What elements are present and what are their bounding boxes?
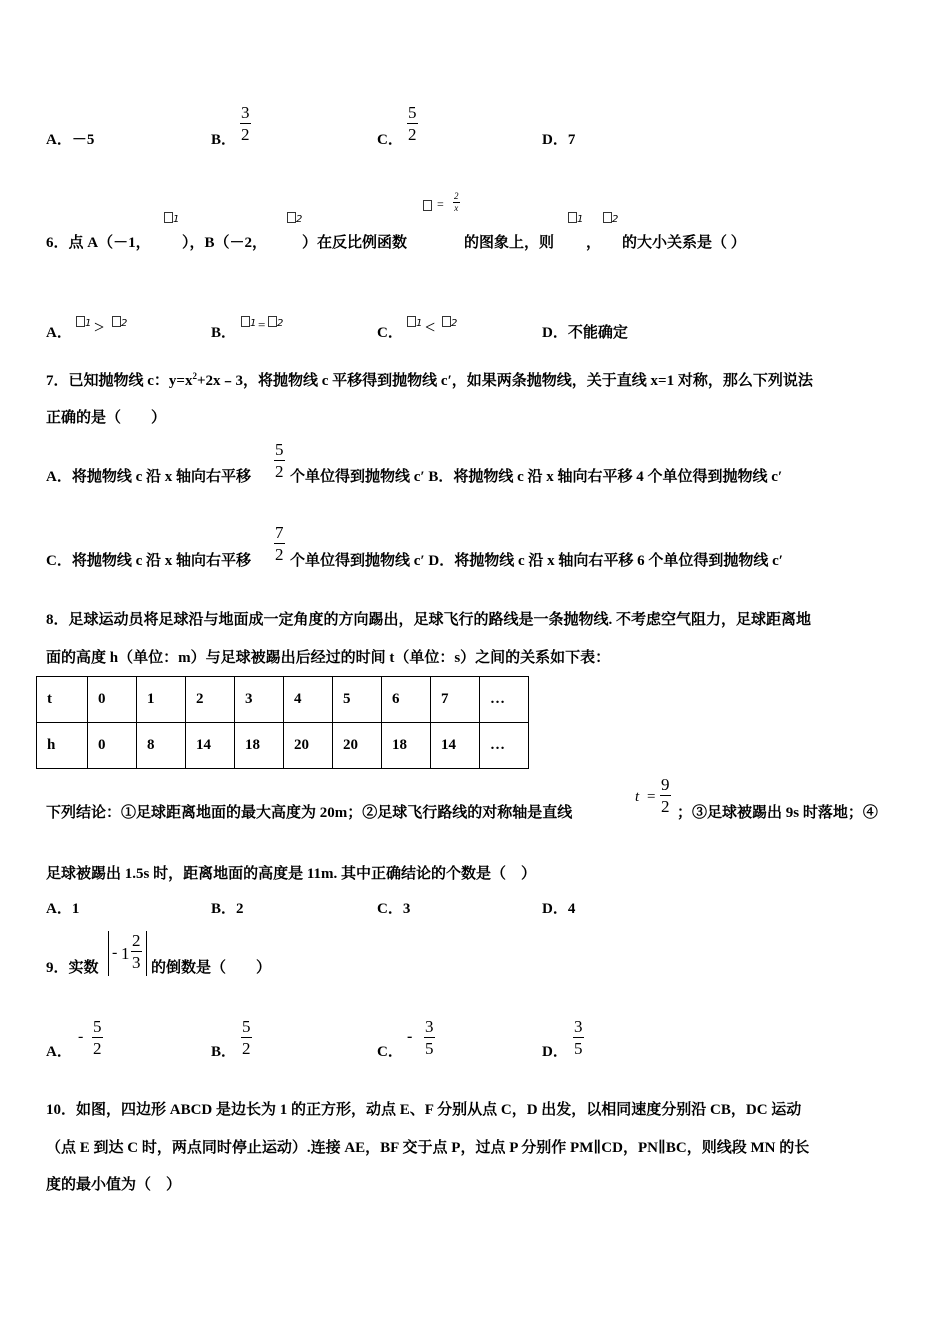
q7-option-a-fraction [274,441,285,480]
numerator: 3 [241,103,250,122]
abs-bar-left [108,931,109,976]
q8-option-d: D．4 [542,901,576,917]
table-cell: 0 [88,723,137,769]
q5-option-d: D．7 [542,132,576,148]
denominator: x [454,203,459,213]
table-cell: 18 [235,723,284,769]
q6-option-d: D．不能确定 [542,325,628,341]
table-cell: 2 [186,677,235,723]
table-row-t [37,677,529,723]
t-equals: = [647,789,656,805]
q9-text-post: 的倒数是（ ） [151,960,272,976]
q6-text-1: 6．点 A（－1， [46,235,151,251]
table-cell: 6 [382,677,431,723]
q6-text-4: 的图象上，则 [464,235,555,251]
q9-option-d-fraction [573,1018,584,1057]
q9-fraction [131,932,142,971]
table-cell: … [480,677,529,723]
q5-option-b-label: B． [211,132,237,148]
q9-option-a-label: A． [46,1044,72,1060]
y1-variable: 1 [164,212,179,225]
y2-variable: 2 [112,316,127,329]
y1-variable: 1 [568,212,583,225]
denominator: 5 [425,1039,434,1058]
table-cell: 14 [431,723,480,769]
q8-option-c: C．3 [377,901,411,917]
q8-line-4: 足球被踢出 1.5s 时，距离地面的高度是 11m. 其中正确结论的个数是（ ） [46,866,537,882]
table-cell: 14 [186,723,235,769]
y1-variable: 1 [76,316,91,329]
numerator: 5 [242,1017,251,1036]
q8-option-a: A．1 [46,901,80,917]
y2-variable: 2 [268,316,283,329]
table-row-h [37,723,529,769]
q9-option-d-label: D． [542,1044,568,1060]
q6-option-b-label: B． [211,325,237,341]
denominator: 5 [574,1039,583,1058]
numerator: 5 [408,103,417,122]
q7-option-c-post: 个单位得到抛物线 c′ D．将抛物线 c 沿 x 轴向右平移 6 个单位得到抛物线 c′ [290,553,783,569]
q7-option-c-pre: C．将抛物线 c 沿 x 轴向右平移 [46,553,251,569]
q9-option-c-label: C． [377,1044,403,1060]
table-cell: 4 [284,677,333,723]
table-cell: 20 [284,723,333,769]
table-cell: 7 [431,677,480,723]
q10-line-2: （点 E 到达 C 时，两点同时停止运动）.连接 AE，BF 交于点 P，过点 P 分别作 PM∥CD，PN∥BC，则线段 MN 的长 [46,1140,810,1156]
q8-line-2: 面的高度 h（单位：m）与足球被踢出后经过的时间 t（单位：s）之间的关系如下表： [46,650,611,666]
q6-text-2: ），B（－2， [182,235,268,251]
func-fraction [453,192,460,213]
q5-option-c-fraction [407,104,418,143]
q9-text-pre: 9．实数 [46,960,99,976]
q5-option-a: A．－5 [46,132,95,148]
y2-variable: 2 [287,212,302,225]
denominator: 2 [408,125,417,144]
y-variable-box [423,200,432,213]
denominator: 2 [93,1039,102,1058]
q9-minus: - [112,944,118,961]
q5-option-b-fraction [240,104,251,143]
q6-text-3: ）在反比例函数 [302,235,408,251]
q7-line-1b: +2x﹣3，将抛物线 c 平移得到抛物线 c′，如果两条抛物线，关于直线 x=1 对称，那么下列说法 [196,373,813,389]
y2-variable: 2 [603,212,618,225]
numerator: 2 [132,931,141,950]
q7-option-c-fraction [274,524,285,563]
table-cell: t [37,677,88,723]
q8-option-b: B．2 [211,901,244,917]
q7-line-2: 正确的是（ ） [46,410,167,426]
table-cell: 3 [235,677,284,723]
q9-option-a-fraction [92,1018,103,1057]
less-than: < [425,317,436,337]
q9-whole: 1 [121,944,130,963]
t-variable: t [635,789,640,805]
q7-line-1 [46,369,813,390]
q5-option-c-label: C． [377,132,403,148]
table-cell: 18 [382,723,431,769]
q6-option-a-label: A． [46,325,72,341]
q10-line-3: 度的最小值为（ ） [46,1177,182,1193]
denominator: 2 [275,545,284,564]
q7-option-a-post: 个单位得到抛物线 c′ B．将抛物线 c 沿 x 轴向右平移 4 个单位得到抛物线 c′ [290,469,783,485]
numerator: 3 [425,1017,434,1036]
abs-bar-right [146,931,147,976]
table-cell: 1 [137,677,186,723]
denominator: 2 [661,797,670,816]
table-cell: 5 [333,677,382,723]
q10-line-1: 10．如图，四边形 ABCD 是边长为 1 的正方形，动点 E、F 分别从点 C，D 出发，以相同速度分别沿 CB，DC 运动 [46,1102,802,1118]
q9-option-c-fraction [424,1018,435,1057]
numerator: 2 [454,191,459,201]
q9-option-b-label: B． [211,1044,237,1060]
q7-option-a-pre: A．将抛物线 c 沿 x 轴向右平移 [46,469,251,485]
y2-variable: 2 [442,316,457,329]
exponent: 2 [192,371,197,381]
y1-variable: 1 [241,316,256,329]
denominator: 2 [242,1039,251,1058]
numerator: 3 [574,1017,583,1036]
q8-conclusions-post: ；③足球被踢出 9s 时落地；④ [677,805,878,821]
table-cell: 20 [333,723,382,769]
q8-conclusions-pre: 下列结论：①足球距离地面的最大高度为 20m；②足球飞行路线的对称轴是直线 [46,805,573,821]
q6-comma: ， [586,235,602,251]
q9-option-b-fraction [241,1018,252,1057]
minus-sign: - [407,1028,413,1045]
y1-variable: 1 [407,316,422,329]
table-cell: 8 [137,723,186,769]
table-cell: 0 [88,677,137,723]
numerator: 7 [275,523,284,542]
numerator: 5 [93,1017,102,1036]
greater-than: > [94,317,105,337]
q6-text-6: 的大小关系是（ ） [622,235,746,251]
table-cell: … [480,723,529,769]
denominator: 2 [275,462,284,481]
minus-sign: - [78,1028,84,1045]
t-fraction [660,776,671,815]
numerator: 5 [275,440,284,459]
q7-line-1a: 7．已知抛物线 c：y=x [46,373,193,389]
q8-line-1: 8．足球运动员将足球沿与地面成一定角度的方向踢出，足球飞行的路线是一条抛物线. 不考虑空气阻力，足球距离地 [46,612,812,628]
table-cell: h [37,723,88,769]
func-equals: = [437,197,444,211]
denominator: 3 [132,953,141,972]
numerator: 9 [661,775,670,794]
denominator: 2 [241,125,250,144]
q6-option-c-label: C． [377,325,403,341]
q8-data-table [36,676,529,769]
equals: = [258,317,266,332]
